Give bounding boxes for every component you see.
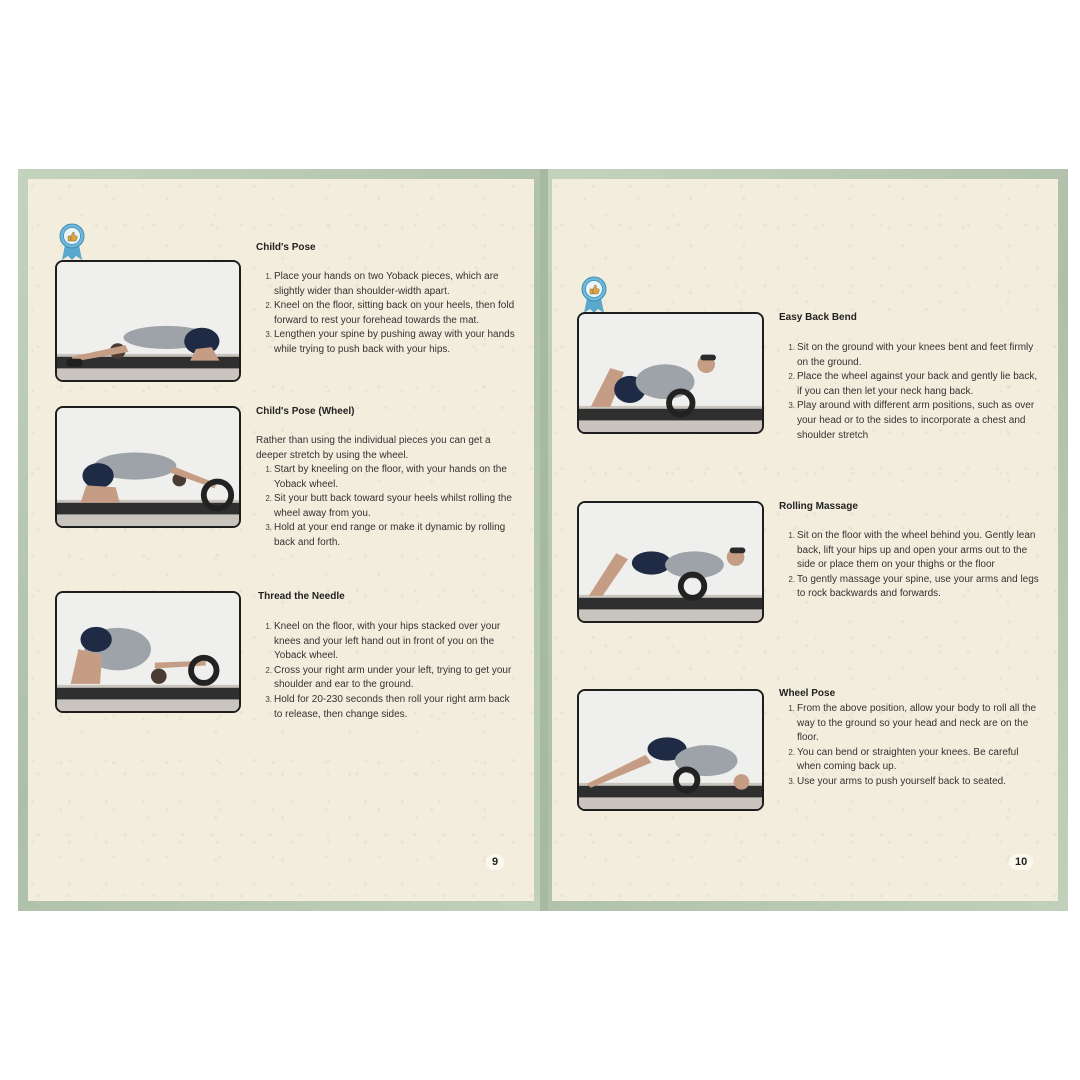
list-item <box>779 573 1041 602</box>
list-item <box>256 664 520 693</box>
list-item <box>779 370 1041 399</box>
childs-pose-photo <box>55 260 241 382</box>
wheel-pose-title: Wheel Pose <box>779 688 836 699</box>
childs-pose-steps <box>256 270 516 358</box>
step-number: 3. <box>265 330 272 340</box>
step-text: Cross your right arm under your left, trying to get your shoulder and ear to the ground. <box>274 664 512 691</box>
step-number: 2. <box>265 494 272 504</box>
list-item <box>779 529 1041 573</box>
step-text: You can bend or straighten your knees. Be careful when coming back up. <box>797 746 1019 773</box>
list-item <box>779 341 1041 370</box>
step-number: 3. <box>265 523 272 533</box>
childs-pose-wheel-steps <box>256 463 516 551</box>
step-number: 1. <box>788 343 795 352</box>
list-item <box>256 492 516 521</box>
list-item <box>256 693 520 722</box>
easy-back-bend-title: Easy Back Bend <box>779 312 857 323</box>
step-number: 1. <box>788 531 795 540</box>
step-number: 1. <box>265 465 272 474</box>
step-number: 2. <box>788 747 795 757</box>
list-item <box>256 620 520 664</box>
wheel-pose-steps <box>779 702 1043 790</box>
step-number: 3. <box>788 776 795 786</box>
step-number: 2. <box>265 301 272 311</box>
step-text: Lengthen your spine by pushing away with your hands while trying to push back with your hips. <box>274 329 515 355</box>
step-number: 3. <box>265 694 272 704</box>
rolling-massage-title: Rolling Massage <box>779 501 858 512</box>
step-number: 3. <box>788 401 795 411</box>
step-text: Use your arms to push yourself back to seated. <box>797 775 1006 787</box>
thread-the-needle-photo <box>55 591 241 713</box>
step-text: Play around with different arm positions, such as over your head or to the sides to incorporate a chest and shoulder stretch <box>797 400 1035 441</box>
easy-back-bend-steps <box>779 341 1041 443</box>
step-number: 1. <box>265 622 272 631</box>
list-item <box>779 746 1043 775</box>
step-number: 1. <box>265 272 272 281</box>
childs-pose-wheel-photo <box>55 406 241 528</box>
step-text: To gently massage your spine, use your arms and legs to rock backwards and forwards. <box>797 573 1039 600</box>
list-item <box>256 270 516 299</box>
thread-the-needle-title: Thread the Needle <box>258 591 345 602</box>
wheel-pose-photo <box>577 689 764 811</box>
step-number: 1. <box>788 704 795 713</box>
step-text: Sit your butt back toward syour heels whilst rolling the wheel away from you. <box>274 493 512 519</box>
list-item <box>779 775 1043 790</box>
list-item <box>779 399 1041 443</box>
rolling-massage-photo <box>577 501 764 623</box>
page-number: 10 <box>1009 854 1033 870</box>
step-text: Hold for 20-230 seconds then roll your right arm back to release, then change sides. <box>274 693 510 720</box>
book-spine <box>540 169 548 911</box>
list-item <box>256 521 516 550</box>
step-text: Start by kneeling on the floor, with your hands on the Yoback wheel. <box>274 464 507 490</box>
step-text: Place the wheel against your back and gently lie back, if you can then let your neck hang back. <box>797 371 1038 397</box>
page-number: 9 <box>486 854 504 870</box>
list-item <box>256 299 516 328</box>
rolling-massage-steps <box>779 529 1041 602</box>
step-number: 2. <box>788 372 795 382</box>
step-text: Kneel on the floor, sitting back on your heels, then fold forward to rest your forehead towards the mat. <box>274 300 515 326</box>
thumbs-up-ribbon-badge-icon <box>58 223 86 261</box>
step-text: From the above position, allow your body to roll all the way to the ground so your head and neck are on the floor. <box>797 703 1037 744</box>
right-page <box>552 179 1058 901</box>
step-text: Sit on the floor with the wheel behind you. Gently lean back, lift your hips up and open your arms out to the side or place them on your thighs or the floor <box>797 530 1036 571</box>
list-item <box>256 328 516 357</box>
list-item <box>256 463 516 492</box>
left-page <box>28 179 534 901</box>
step-text: Sit on the ground with your knees bent and feet firmly on the ground. <box>797 342 1034 368</box>
childs-pose-title: Child's Pose <box>256 242 316 253</box>
easy-back-bend-photo <box>577 312 764 434</box>
step-number: 2. <box>265 665 272 675</box>
step-text: Hold at your end range or make it dynamic by rolling back and forth. <box>274 522 506 548</box>
childs-pose-wheel-intro: Rather than using the individual pieces you can get a deeper stretch by using the wheel. <box>256 435 491 461</box>
step-text: Kneel on the floor, with your hips stacked over your knees and your left hand out in front of you on the Yoback wheel. <box>274 621 501 662</box>
step-text: Place your hands on two Yoback pieces, which are slightly wider than shoulder-width apart. <box>274 271 499 297</box>
childs-pose-wheel-title: Child's Pose (Wheel) <box>256 406 355 417</box>
list-item <box>779 702 1043 746</box>
thread-the-needle-steps <box>256 620 520 722</box>
thumbs-up-ribbon-badge-icon <box>580 276 608 314</box>
step-number: 2. <box>788 574 795 584</box>
